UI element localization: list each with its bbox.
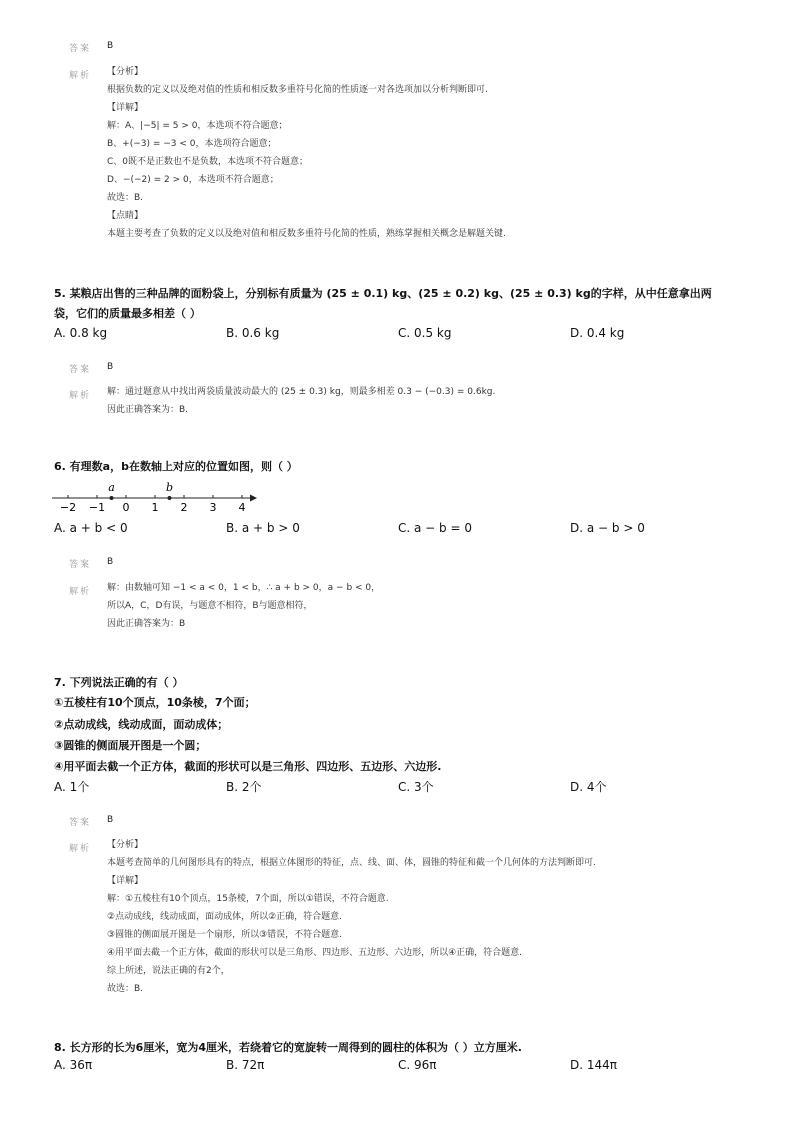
number-line — [50, 478, 260, 514]
analysis-text — [107, 63, 506, 243]
question-8-stem: 8. 长方形的长为6厘米，宽为4厘米，若绕着它的宽旋转一周得到的圆柱的体积为（ ）立方厘米. — [54, 1041, 522, 1054]
answer-label: 答案 — [69, 44, 92, 54]
analysis-line: 解：①五棱柱有10个顶点，15条棱，7个面，所以①错误，不符合题意. — [107, 894, 389, 904]
arrow-right-icon — [250, 495, 257, 502]
option-d[interactable]: D. 144π — [570, 1058, 617, 1072]
number-line-tick-label: 3 — [209, 501, 217, 514]
number-line-tick-label: 2 — [180, 501, 188, 514]
answer-value: B — [107, 362, 114, 372]
analysis-line: 【分析】 — [107, 67, 144, 77]
answer-label: 答案 — [69, 560, 92, 570]
analysis-line: ②点动成线，线动成面，面动成体，所以②正确，符合题意. — [107, 912, 342, 922]
analysis-line: 【详解】 — [107, 876, 144, 886]
answer-value: B — [107, 815, 114, 825]
option-d[interactable]: D. 0.4 kg — [570, 326, 625, 340]
analysis-line: 故选：B. — [107, 193, 144, 203]
answer-label: 答案 — [69, 818, 92, 828]
analysis-label: 解析 — [69, 71, 92, 81]
analysis-line: 解：通过题意从中找出两袋质量波动最大的 (25 ± 0.3) kg，则最多相差 0.3 − (−0.3) = 0.6kg. — [107, 387, 496, 397]
analysis-line: 根据负数的定义以及绝对值的性质和相反数多重符号化简的性质逐一对各选项加以分析判断即可. — [107, 85, 488, 95]
statement-1: ①五棱柱有10个顶点，10条棱，7个面； — [54, 696, 256, 709]
option-b[interactable]: B. 2个 — [226, 780, 262, 794]
analysis-line: B、+(−3) = −3 < 0，本选项符合题意； — [107, 139, 277, 149]
analysis-line: 本题考查简单的几何图形具有的特点，根据立体图形的特征，点、线、面、体，圆锥的特征和截一个几何体的方法判断即可. — [107, 858, 596, 868]
option-b[interactable]: B. 72π — [226, 1058, 265, 1072]
option-b[interactable]: B. a + b > 0 — [226, 521, 300, 535]
analysis-line: 综上所述，说法正确的有2个， — [107, 966, 230, 976]
option-c[interactable]: C. 3个 — [398, 780, 434, 794]
analysis-line: 【分析】 — [107, 840, 144, 850]
analysis-line: 因此正确答案为：B — [107, 619, 186, 629]
analysis-text — [107, 579, 380, 633]
answer-label: 答案 — [69, 365, 92, 375]
analysis-line: 解：A、|−5| = 5 > 0，本选项不符合题意； — [107, 121, 288, 131]
option-d[interactable]: D. 4个 — [570, 780, 607, 794]
number-line-tick-label: 0 — [122, 501, 130, 514]
analysis-label: 解析 — [69, 391, 92, 401]
answer-value: B — [107, 557, 114, 567]
analysis-line: 【详解】 — [107, 103, 144, 113]
number-line-tick-label: −1 — [88, 501, 106, 514]
analysis-line: D、−(−2) = 2 > 0，本选项不符合题意； — [107, 175, 279, 185]
point-b-label: b — [165, 481, 174, 494]
question-5-stem-line2: 袋，它们的质量最多相差（ ） — [54, 307, 201, 320]
number-line-tick-label: −2 — [59, 501, 77, 514]
number-line-tick-label: 1 — [151, 501, 159, 514]
point-a — [110, 496, 114, 500]
option-d[interactable]: D. a − b > 0 — [570, 521, 645, 535]
option-a[interactable]: A. 0.8 kg — [54, 326, 108, 340]
analysis-text — [107, 836, 596, 998]
analysis-line: 本题主要考查了负数的定义以及绝对值和相反数多重符号化简的性质，熟练掌握相关概念是解题关键. — [107, 229, 506, 239]
analysis-line: 故选：B. — [107, 984, 144, 994]
analysis-line: C、0既不是正数也不是负数，本选项不符合题意； — [107, 157, 309, 167]
analysis-line: 因此正确答案为：B. — [107, 405, 189, 415]
option-c[interactable]: C. a − b = 0 — [398, 521, 472, 535]
question-5-stem-line1: 5. 某粮店出售的三种品牌的面粉袋上，分别标有质量为 (25 ± 0.1) kg、(25 ± 0.2) kg、(25 ± 0.3) kg的字样，从中任意拿出两 — [54, 287, 712, 300]
analysis-line: 【点睛】 — [107, 211, 144, 221]
analysis-label: 解析 — [69, 844, 92, 854]
statement-3: ③圆锥的侧面展开图是一个圆； — [54, 739, 207, 752]
number-line-tick-label: 4 — [238, 501, 246, 514]
option-a[interactable]: A. 1个 — [54, 780, 90, 794]
option-a[interactable]: A. 36π — [54, 1058, 93, 1072]
question-7-stem: 7. 下列说法正确的有（ ） — [54, 676, 184, 689]
analysis-line: ④用平面去截一个正方体，截面的形状可以是三角形、四边形、五边形、六边形，所以④正确，符合题意. — [107, 948, 523, 958]
option-c[interactable]: C. 0.5 kg — [398, 326, 452, 340]
analysis-label: 解析 — [69, 587, 92, 597]
point-a-label: a — [108, 481, 115, 494]
analysis-text — [107, 383, 495, 419]
analysis-line: ③圆锥的侧面展开图是一个扇形，所以③错误，不符合题意. — [107, 930, 342, 940]
analysis-line: 解：由数轴可知 −1 < a < 0，1 < b，∴ a + b > 0，a − b < 0， — [107, 583, 381, 593]
analysis-line: 所以A，C，D有误，与题意不相符，B与题意相符， — [107, 601, 313, 611]
statement-2: ②点动成线，线动成面，面动成体； — [54, 718, 229, 731]
option-b[interactable]: B. 0.6 kg — [226, 326, 280, 340]
point-b — [168, 496, 172, 500]
option-a[interactable]: A. a + b < 0 — [54, 521, 128, 535]
statement-4: ④用平面去截一个正方体，截面的形状可以是三角形、四边形、五边形、六边形. — [54, 760, 442, 773]
question-6-stem: 6. 有理数a，b在数轴上对应的位置如图，则（ ） — [54, 460, 298, 473]
option-c[interactable]: C. 96π — [398, 1058, 437, 1072]
answer-value: B — [107, 41, 114, 51]
